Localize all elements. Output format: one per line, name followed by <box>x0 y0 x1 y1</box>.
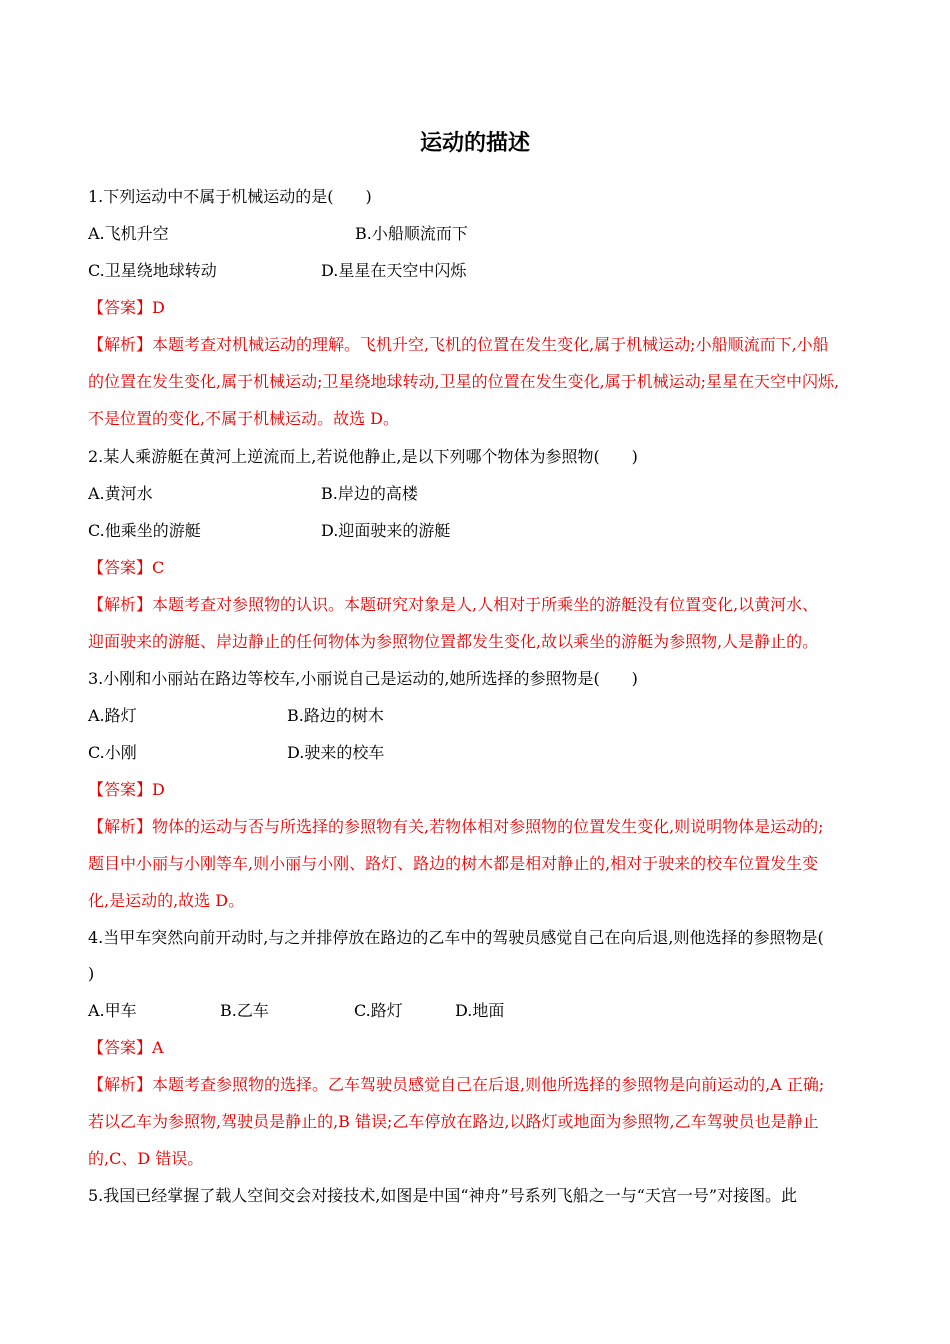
question-4-stem-line-2: ) <box>88 964 95 983</box>
question-3-analysis-line-2: 题目中小丽与小刚等车,则小丽与小刚、路灯、路边的树木都是相对静止的,相对于驶来的校车位置发生变 <box>88 854 819 873</box>
question-4-option-d: D.地面 <box>455 1001 505 1020</box>
question-2-option-b: B.岸边的高楼 <box>321 484 418 503</box>
question-1-analysis-line-2: 的位置在发生变化,属于机械运动;卫星绕地球转动,卫星的位置在发生变化,属于机械运动;星星在天空中闪烁, <box>88 372 840 391</box>
question-1-option-a: A.飞机升空 <box>88 224 169 243</box>
question-2-answer: 【答案】C <box>88 558 165 577</box>
question-3-option-d: D.驶来的校车 <box>287 743 385 762</box>
question-4-option-c: C.路灯 <box>354 1001 403 1020</box>
question-2-analysis-line-2: 迎面驶来的游艇、岸边静止的任何物体为参照物位置都发生变化,故以乘坐的游艇为参照物,人是静止的。 <box>88 632 819 651</box>
question-4-analysis-line-1: 【解析】本题考查参照物的选择。乙车驾驶员感觉自己在后退,则他所选择的参照物是向前运动的,A 正确; <box>88 1075 825 1094</box>
question-2-option-a: A.黄河水 <box>88 484 153 503</box>
question-5-stem: 5.我国已经掌握了载人空间交会对接技术,如图是中国“神舟”号系列飞船之一与“天宫一号”对接图。此 <box>88 1186 798 1205</box>
question-1-option-d: D.星星在天空中闪烁 <box>321 261 467 280</box>
question-1-option-b: B.小船顺流而下 <box>355 224 468 243</box>
question-1-answer: 【答案】D <box>88 298 165 317</box>
question-3-option-a: A.路灯 <box>88 706 137 725</box>
question-4-analysis-line-2: 若以乙车为参照物,驾驶员是静止的,B 错误;乙车停放在路边,以路灯或地面为参照物,乙车驾驶员也是静止 <box>88 1112 819 1131</box>
question-2-option-d: D.迎面驶来的游艇 <box>321 521 451 540</box>
question-4-stem-line-1: 4.当甲车突然向前开动时,与之并排停放在路边的乙车中的驾驶员感觉自己在向后退,则他选择的参照物是( <box>88 928 824 947</box>
question-3-analysis-line-1: 【解析】物体的运动与否与所选择的参照物有关,若物体相对参照物的位置发生变化,则说明物体是运动的; <box>88 817 824 836</box>
question-3-option-c: C.小刚 <box>88 743 137 762</box>
question-3-option-b: B.路边的树木 <box>287 706 384 725</box>
question-3-analysis-line-3: 化,是运动的,故选 D。 <box>88 891 245 910</box>
question-3-answer: 【答案】D <box>88 780 165 799</box>
question-4-analysis-line-3: 的,C、D 错误。 <box>88 1149 204 1168</box>
page-title: 运动的描述 <box>419 131 530 156</box>
question-1-analysis-line-3: 不是位置的变化,不属于机械运动。故选 D。 <box>88 409 400 428</box>
question-2-stem: 2.某人乘游艇在黄河上逆流而上,若说他静止,是以下列哪个物体为参照物( ) <box>88 447 638 466</box>
question-4-answer: 【答案】A <box>88 1038 164 1057</box>
question-2-option-c: C.他乘坐的游艇 <box>88 521 201 540</box>
question-3-stem: 3.小刚和小丽站在路边等校车,小丽说自己是运动的,她所选择的参照物是( ) <box>88 669 638 688</box>
question-1-stem: 1.下列运动中不属于机械运动的是( ) <box>88 187 372 206</box>
question-1-option-c: C.卫星绕地球转动 <box>88 261 217 280</box>
question-1-analysis-line-1: 【解析】本题考查对机械运动的理解。飞机升空,飞机的位置在发生变化,属于机械运动;小船顺流而下,小船 <box>88 335 829 354</box>
question-2-analysis-line-1: 【解析】本题考查对参照物的认识。本题研究对象是人,人相对于所乘坐的游艇没有位置变化,以黄河水、 <box>88 595 819 614</box>
question-4-option-a: A.甲车 <box>88 1001 137 1020</box>
question-4-option-b: B.乙车 <box>220 1001 269 1020</box>
